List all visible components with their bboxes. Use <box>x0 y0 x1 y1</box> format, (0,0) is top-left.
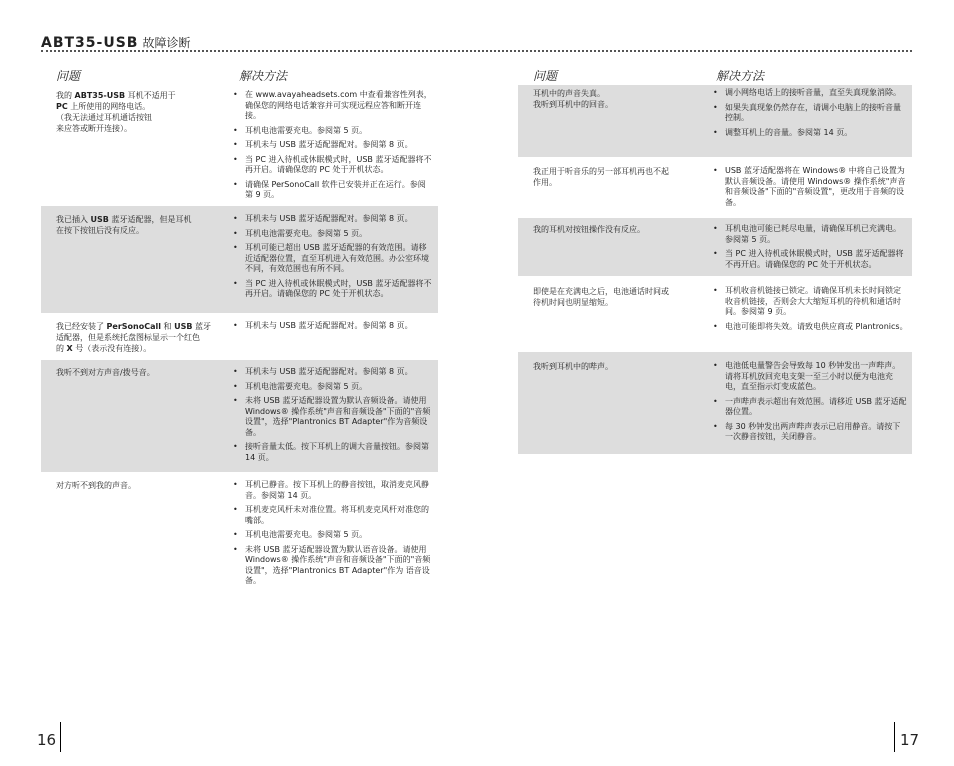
table-row <box>518 352 912 454</box>
solution-item: • 未将 USB 蓝牙适配器设置为默认音频设备。请使用 Windows® 操作系统"声音和音频设备"下面的"音频设置"，选择"Plantronics BT Adapter"作为音频设备。 <box>233 396 433 438</box>
solution-list <box>713 361 908 447</box>
table-row <box>41 206 438 313</box>
solution-item: • 每 30 秒钟发出两声哔声表示已启用静音。请按下一次静音按钮，关闭静音。 <box>713 422 908 443</box>
problem-text: 我正用于听音乐的另一部耳机再也不起 作用。 <box>533 167 669 187</box>
model-name: ABT35-USB <box>41 35 139 51</box>
solution-item: • 耳机电池需要充电。参阅第 5 页。 <box>233 126 433 137</box>
solution-item: • 电池低电量警告会导致每 10 秒钟发出一声哔声。请将耳机放回充电支架一至三小时以便为电池充电，直至指示灯变成蓝色。 <box>713 361 908 393</box>
column-header-problem: 问题 <box>533 69 558 83</box>
problem-line: （我无法通过耳机通话按钮 <box>56 113 152 122</box>
solution-item: • 请确保 PerSonoCall 软件已安装并正在运行。参阅第 9 页。 <box>233 180 433 201</box>
problem-text <box>56 321 231 354</box>
right-page <box>518 0 920 766</box>
solution-list <box>233 214 433 304</box>
solution-item: • 在 www.avayaheadsets.com 中查看兼容性列表，确保您的网络电话兼容并可实现远程应答和断开连接。 <box>233 90 433 122</box>
problem-line: 适配器，但是系统托盘图标显示一个红色 <box>56 333 200 342</box>
problem-line: 的 X 号（表示没有连接）。 <box>56 344 152 353</box>
problem-text: 即使是在充满电之后，电池通话时间或 待机时间也明显缩短。 <box>533 287 669 307</box>
column-header-solution: 解决方法 <box>239 69 288 83</box>
solution-list <box>233 480 433 591</box>
solution-item: • 耳机已静音。按下耳机上的静音按钮，取消麦克风静音。参阅第 14 页。 <box>233 480 433 501</box>
solution-item: • 当 PC 进入待机或休眠模式时，USB 蓝牙适配器将不再开启。请确保您的 PC 处于开机状态。 <box>713 249 908 270</box>
solution-item: • 耳机未与 USB 蓝牙适配器配对。参阅第 8 页。 <box>233 321 433 332</box>
solution-item: • 耳机麦克风杆未对准位置。将耳机麦克风杆对准您的嘴部。 <box>233 505 433 526</box>
solution-item: • 调小网络电话上的接听音量，直至失真现象消除。 <box>713 88 908 99</box>
problem-text <box>56 214 231 236</box>
page-number-divider <box>894 722 895 752</box>
problem-line: 我已插入 USB 蓝牙适配器，但是耳机 <box>56 215 192 224</box>
solution-item: • 耳机未与 USB 蓝牙适配器配对。参阅第 8 页。 <box>233 140 433 151</box>
solution-item: • USB 蓝牙适配器将在 Windows® 中将自己设置为默认音频设备。请使用 Windows® 操作系统"声音和音频设备"下面的"音频设置"，更改用于音频的设备。 <box>713 166 908 208</box>
left-page <box>37 0 438 766</box>
table-row <box>518 160 912 215</box>
solution-item: • 耳机未与 USB 蓝牙适配器配对。参阅第 8 页。 <box>233 214 433 225</box>
solution-item: • 耳机收音机链接已锁定。请确保耳机未长时间锁定收音机链接，否则会大大缩短耳机的待机和通话时间。参阅第 9 页。 <box>713 286 908 318</box>
problem-line: 在按下按钮后没有反应。 <box>56 226 144 235</box>
solution-item: • 当 PC 进入待机或休眠模式时，USB 蓝牙适配器将不再开启。请确保您的 PC 处于开机状态。 <box>233 155 433 176</box>
solution-list <box>713 166 908 212</box>
problem-line: PC 上所使用的网络电话。 <box>56 102 151 111</box>
problem-line: 我的 ABT35-USB 耳机不适用于 <box>56 91 176 100</box>
problem-line: 来应答或断开连接）。 <box>56 124 132 133</box>
table-row <box>518 85 912 157</box>
column-header-solution: 解决方法 <box>716 69 765 83</box>
problem-text: 我的耳机对按钮操作没有反应。 <box>533 225 645 234</box>
solution-item: • 未将 USB 蓝牙适配器设置为默认语音设备。请使用 Windows® 操作系统"声音和音频设备"下面的"音频设置"，选择"Plantronics BT Adapter"作为 语音设备。 <box>233 545 433 587</box>
solution-list <box>233 321 433 336</box>
problem-text: 对方听不到我的声音。 <box>56 481 136 490</box>
title-text: 故障诊断 <box>142 36 191 50</box>
solution-item: • 耳机未与 USB 蓝牙适配器配对。参阅第 8 页。 <box>233 367 433 378</box>
solution-item: • 接听音量太低。按下耳机上的调大音量按钮。参阅第 14 页。 <box>233 442 433 463</box>
solution-list <box>713 286 908 336</box>
solution-item: • 耳机可能已超出 USB 蓝牙适配器的有效范围。请移近适配器位置，直至耳机进入有效范围。办公室环境不同，有效范围也有所不同。 <box>233 243 433 275</box>
problem-text: 耳机中的声音失真。 我听到耳机中的回音。 <box>533 89 613 109</box>
solution-list <box>713 88 908 142</box>
problem-text: 我听到耳机中的哔声。 <box>533 362 613 371</box>
column-header-problem: 问题 <box>56 69 81 83</box>
table-row <box>518 218 912 276</box>
page-number-divider <box>60 722 61 752</box>
problem-text: 我听不到对方声音/拨号音。 <box>56 368 155 377</box>
table-row <box>41 316 438 358</box>
solution-item: • 电池可能即将失效。请致电供应商或 Plantronics。 <box>713 322 908 333</box>
table-row <box>41 360 438 472</box>
solution-list <box>233 90 433 205</box>
solution-list <box>233 367 433 467</box>
solution-item: • 调整耳机上的音量。参阅第 14 页。 <box>713 128 908 139</box>
table-row <box>41 85 438 203</box>
problem-line: 我已经安装了 PerSonoCall 和 USB 蓝牙 <box>56 322 211 331</box>
solution-item: • 耳机电池需要充电。参阅第 5 页。 <box>233 382 433 393</box>
table-row <box>518 280 912 348</box>
solution-item: • 当 PC 进入待机或休眠模式时，USB 蓝牙适配器将不再开启。请确保您的 PC 处于开机状态。 <box>233 279 433 300</box>
solution-item: • 耳机电池需要充电。参阅第 5 页。 <box>233 229 433 240</box>
solution-item: • 如果失真现象仍然存在，请调小电脑上的接听音量控制。 <box>713 103 908 124</box>
solution-item: • 耳机电池可能已耗尽电量，请确保耳机已充满电。参阅第 5 页。 <box>713 224 908 245</box>
page-number: 16 <box>37 731 57 749</box>
solution-item: • 耳机电池需要充电。参阅第 5 页。 <box>233 530 433 541</box>
page-number: 17 <box>900 731 920 749</box>
problem-text <box>56 90 226 134</box>
solution-item: • 一声哔声表示超出有效范围。请移近 USB 蓝牙适配器位置。 <box>713 397 908 418</box>
solution-list <box>713 224 908 274</box>
table-row <box>41 474 438 594</box>
